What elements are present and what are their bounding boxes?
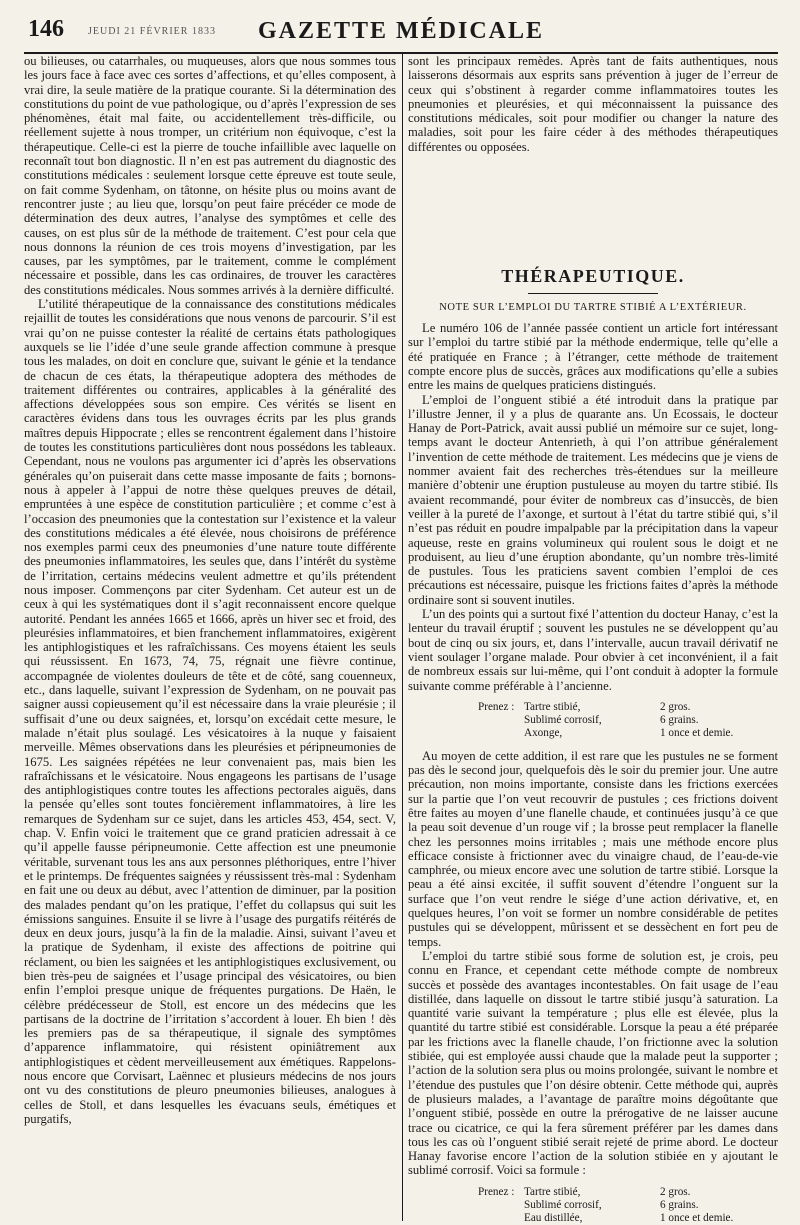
formula-drug: Sublimé corrosif, [524, 713, 602, 726]
left-column [24, 54, 396, 1221]
paragraph: L’emploi du tartre stibié sous forme de solution est, je crois, peu connu en France, et cependant cette méthode compte de nombreux succès et possède des avantages incontestables. On fait usage de l’eau distillée, dans laquelle on dissout le tartre stibié jusqu’à saturation. La quantité varie suivant la température ; plus elle est élevée, plus la quantité du tartre stibié est considérable. Lorsque la peau a été préparée par les frictions avec la flanelle chaude, l’on frictionne avec la solution stibiée, qui est employée aussi chaude que la malade peut la supporter ; l’action de la solution sera plus ou moins prolongée, suivant le nombre et l’étendue des pustules que l’on désire obtenir. Cette méthode qui, auprès de plusieurs malades, a l’avantage de paraître moins dégoûtante que l’onguent stibié, possède en outre la prérogative de ne laisser aucune trace ou cicatrice, ce qui la fera sûrement préférer par les dames dans tous les cas où l’onguent stibié serait rejeté de prime abord. Le docteur Hanay favorise encore l’action de la solution stibiée en y ajoutant le sublimé corrosif. Voici sa formule : [408, 948, 778, 1178]
formula-dose: 2 gros. [660, 1185, 691, 1198]
paragraph: Le numéro 106 de l’année passée contient un article fort intéressant sur l’emploi du tartre stibié par la méthode endermique, telle qu’elle a été pratiquée en France ; à l’étranger, cette méthode de traitement compte encore plus de succès, grâces aux modifications qu’elle a subies entre les mains de quelques praticiens distingués. [408, 321, 778, 393]
formula-drug: Tartre stibié, [524, 700, 581, 713]
formula-row [478, 701, 778, 714]
formula-drug: Sublimé corrosif, [524, 1198, 602, 1211]
paragraph: L’un des points qui a surtout fixé l’attention du docteur Hanay, c’est la lenteur du travail éruptif ; souvent les pustules ne se développent qu’au bout de cinq ou six jours, et, dans l’intervalle, aucun travail dérivatif ne vient soulager l’organe malade. Pour obvier à cet inconvénient, il a fait de nombreux essais sur lui-même, qui l’ont conduit à adopter la formule suivante comme préférable à l’ancienne. [408, 607, 778, 693]
page-header [24, 12, 778, 54]
paragraph: L’utilité thérapeutique de la connaissance des constitutions médicales rejaillit de toutes les considérations que nous venons de parcourir. S’il est vrai qu’on ne puisse contester la réalité de certains états pathologiques auxquels se lie l’idée d’une seule grande affection commune à presque tous les malades, on doit en conclure que, suivant le génie et la tendance de chacun de ces états, la thérapeutique adoptera des méthodes de traitement différentes ou contraires, applicables à la généralité des affections développées sous son empire. Ces vérités se lisent en caractères évidens dans tous les ouvrages écrits par les plus grands maîtres depuis Hippocrate ; elles se rencontrent également dans l’histoire de toutes les constitutions particulières dont nous possédons les tableaux. Cependant, nous ne voulons pas argumenter ici d’après les observations générales qu’on puiserait dans cette masse imposante de faits ; bornons-nous à appeler à l’appui de notre thèse quelques preuves de détail, empruntées à une espèce de constitution particulière ; et comme c’est à l’occasion des pneumonies que la contestation sur l’existence et la valeur des constitutions médicales a été élevée, nous choisirons de préférence nos exemples parmi ceux des pneumonies d’une nature toute différente des pneumonies inflammatoires, les seules que, dans l’intérêt du système de l’irritation, certains médecins veulent admettre et qu’ils prétendent nous imposer. Commençons par citer Sydenham. Cet auteur est un de ceux à qui les systématiques dont il s’agit reconnaissent encore quelque autorité. Pendant les années 1665 et 1666, après un hiver sec et froid, des pleurésies inflammatoires, et bien franchement inflammatoires, exigèrent les antiphlogistiques et les rafraîchissans. Ces moyens étaient les seuls qui réussissent. En 1673, 74, 75, régnait une fièvre continue, accompagnée de violentes douleurs de tête et de côté, sang couenneux, etc., dans laquelle, suivant l’expression de Sydenham, on ne pouvait pas saigner aussi copieusement qu’il est nécessaire dans la vraie pleurésie ; il suffisait d’une ou deux saignées, et, lorsqu’on excédait cette mesure, le malade n’était plus soulagé. Les vésicatoires à la nuque y faisaient merveille. Mêmes observations dans les pleurésies et péripneumonies de 1675. Les saignées répétées ne leur convenaient pas, mais bien les rafraîchissans et le vésicatoire. Nous engageons les partisans de l’usage des antiphlogistiques contre toutes les affections pectorales aiguës, dans la pensée qu’elles sont toutes foncièrement inflammatoires, à lire les remarques de Sydenham sur ce sujet, dans les articles 453, 454, sect. V, chap. V. Enfin voici le traitement que ce grand praticien adressait à ce qu’il appelle fausse péripneumonie. Cette affection est une pneumonie véritable, survenant tous les ans aux personnes pléthoriques, entre l’hiver et le printemps. De fréquentes saignées y réussissent très-mal : Sydenham en fait une ou deux au début, avec l’attention de diminuer, par la position des malades pendant qu’on les pratique, l’effet du collapsus qui suit les émissions sanguines. Ensuite il se livre à l’usage des purgatifs réitérés de deux en deux jours, jusqu’à la fin de la maladie. Ainsi, suivant l’aveu et la pratique de Sydenham, il existe des affections de poitrine qui réclament, ou bien les saignées et les antiphlogistiques exclusivement, ou bien très-peu de saignées et l’usage principal des vésicatoires, ou bien enfin l’emploi presque unique de fréquentes purgations. De Haën, le célèbre prédécesseur de Stoll, est encore un des médecins que les partisans de la doctrine de l’irritation s’accordent à louer. Eh bien ! dès les premiers pas de sa thérapeutique, il signale des symptômes d’apparence inflammatoire, qui résistent opiniâtrement aux antiphlogistiques et cèdent merveilleusement aux émétiques. Rappelons-nous encore que Corvisart, Laënnec et plusieurs médecins de nos jours ont vu des constitutions de pleuro pneumonies bilieuses, analogues à celles de Stoll, et dans lesquelles les évacuans seuls, émétiques et purgatifs, [24, 297, 396, 1126]
formula-dose: 6 grains. [660, 713, 699, 726]
formula-row [478, 1199, 778, 1212]
article-columns [24, 54, 778, 1224]
formula-solution [478, 1186, 778, 1225]
formula-row [478, 727, 778, 740]
formula-label: Prenez : [478, 700, 515, 713]
journal-title: GAZETTE MÉDICALE [257, 18, 545, 44]
paragraph: sont les principaux remèdes. Après tant de faits authentiques, nous laisserons désormais aux esprits sans prévention à juger de l’erreur de ceux qui s’obstinent à regarder comme inflammatoires toutes les pneumonies et pleurésies, et qui méconnaissent la puissance des constitutions médicales, soit pour modifier ou changer la nature des maladies, soit pour les faire céder à des méthodes thérapeutiques différentes ou opposées. [408, 54, 778, 154]
formula-row [478, 714, 778, 727]
column-divider [402, 54, 403, 1221]
paragraph: Au moyen de cette addition, il est rare que les pustules ne se forment pas dès le second jour, quelquefois dès le soir du premier jour. Une autre précaution, non moins importante, consiste dans les frictions exercées sur la partie que l’on veut recouvrir de pustules ; ces frictions doivent être faites au moyen d’une flanelle chaude, et continuées jusqu’à ce que la peau soit devenue d’un rouge vif ; la brosse peut remplacer la flanelle chez les personnes moins irritables ; mais une méthode encore plus efficace consiste à frictionner avec du vinaigre chaud, de l’eau-de-vie camphrée, ou mieux encore avec une solution de tartre stibié. Lorsque la peau a été ainsi excitée, il suffit souvent d’étendre l’onguent sur la surface que l’on veut rendre le siége d’une action dérivative, et, en quelques heures, l’on voit se former un nombre considérable de petites pustules qui se développent, mûrissent et se dessèchent en fort peu de temps. [408, 748, 778, 949]
right-column [408, 54, 778, 1224]
page-number: 146 [28, 16, 64, 42]
article-subtitle: NOTE SUR L’EMPLOI DU TARTRE STIBIÉ A L’EXTÉRIEUR. [439, 302, 747, 314]
formula-drug: Tartre stibié, [524, 1185, 581, 1198]
formula-label: Prenez : [478, 1185, 515, 1198]
issue-date: JEUDI 21 FÉVRIER 1833 [88, 26, 216, 37]
formula-row [478, 1186, 778, 1199]
paragraph: ou bilieuses, ou catarrhales, ou muqueuses, alors que nous sommes tous les jours face à face avec ces sortes d’affections, et qu’elles composent, à vrai dire, la seule matière de la pratique courante. Si la détermination des constitutions du point de vue pathologique, ou d’après l’expression de ses phénomènes, était mal faite, ou accidentellement très-difficile, ou réellement sujette à nous tromper, un critérium non équivoque, c’est la thérapeutique. Celle-ci est la pierre de touche infaillible avec laquelle on reconnaît tout bon diagnostic. Il n’en est pas autrement du diagnostic des constitutions médicales : seulement lorsque cette épreuve est toute seule, on fait comme Sydenham, on tâtonne, on hésite plus ou moins avant de rencontrer juste ; au lieu que, lorsqu’on peut faire précéder ce mode de détermination des deux autres, l’analyse des symptômes et celle des causes, on est plus sûr de la méthode de traitement. C’est pour cela que nous donnons la réunion de ces trois moyens d’investigation, par les causes, par les symptômes, par le traitement, comme le complément nécessaire et possible, dans les cas ordinaires, de trouver les caractères des constitutions médicales. Nous sommes arrivés à la dernière difficulté. [24, 54, 396, 297]
paragraph: L’emploi de l’onguent stibié a été introduit dans la pratique par l’illustre Jenner, il y a plus de quarante ans. Un Ecossais, le docteur Hanay de Port-Patrick, avait aussi publié un mémoire sur ce sujet, long-temps avant le docteur Antenrieth, à qui l’on attribue généralement l’invention de cette méthode de traitement. Les médecins que je viens de nommer avaient fait des recherches très-étendues sur la meilleure manière d’obtenir une éruption pustuleuse au moyen du tartre stibié. Ils avaient recommandé, pour éviter de nombreux cas d’insuccès, de bien veiller à la pureté de l’axonge, et surtout à l’état du tartre stibié qui, s’il n’est pas réduit en poudre impalpable par la précipitation dans la vapeur aqueuse, reste en grains volumineux qui roulent sous le doigt et ne produisent, au lieu d’une éruption abondante, qu’un nombre très-limité de pustules. Tous les praticiens savent combien l’emploi de ces précautions est nécessaire, puisque les frictions faites d’après la méthode ordinaire sont si souvent inutiles. [408, 392, 778, 607]
formula-dose: 2 gros. [660, 700, 691, 713]
formula-drug: Eau distillée, [524, 1211, 583, 1224]
formula-dose: 6 grains. [660, 1198, 699, 1211]
formula-dose: 1 once et demie. [660, 726, 734, 739]
section-title: THÉRAPEUTIQUE. [501, 266, 685, 287]
formula-row [478, 1212, 778, 1225]
formula-ointment [478, 701, 778, 740]
formula-dose: 1 once et demie. [660, 1211, 734, 1224]
section-divider [528, 293, 658, 294]
formula-drug: Axonge, [524, 726, 563, 739]
